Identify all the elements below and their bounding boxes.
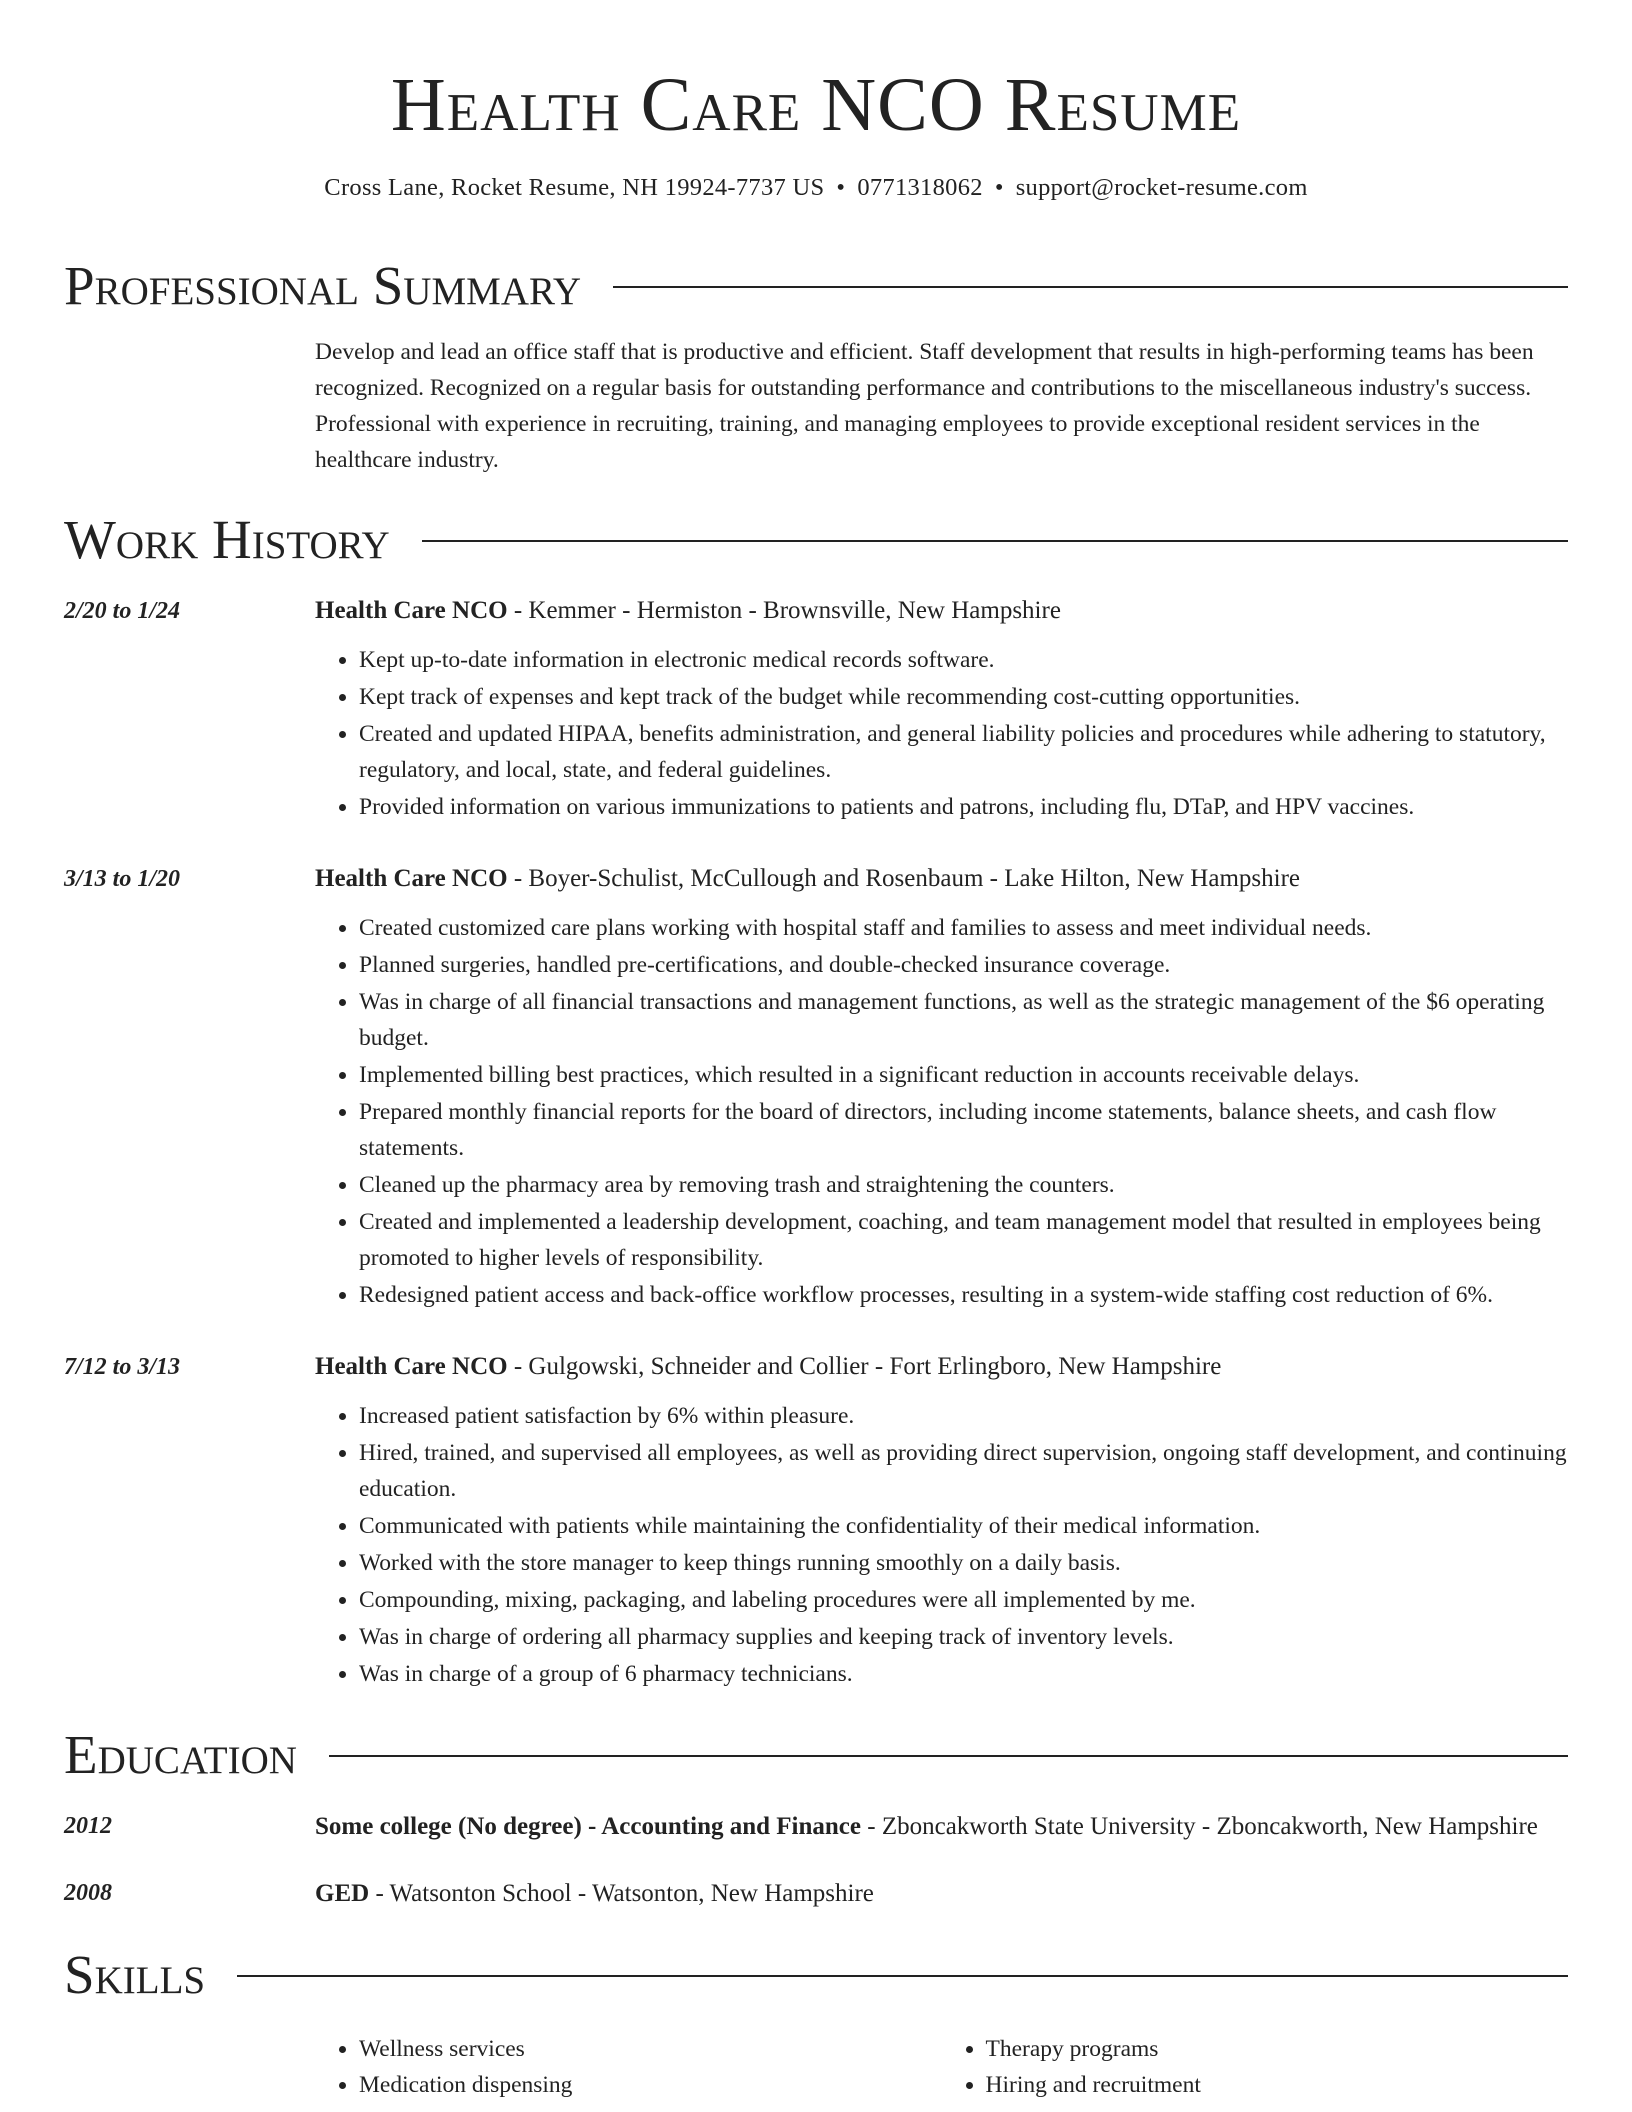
job-entry [64,1348,1568,1693]
job-dates: 7/12 to 3/13 [64,1354,181,1380]
section-divider [329,1755,1568,1757]
education-line [315,1874,1568,1913]
job-entry [64,860,1568,1314]
list-item: • Wellness services [359,2031,942,2067]
list-item: • Cleaned up the pharmacy area by removing trash and straightening the counters. [359,1167,1568,1203]
separator: • [836,174,846,201]
list-item: • Hired, trained, and supervised all employees, as well as providing direct supervision, ongoing staff development, and continuing education. [359,1435,1568,1507]
list-item: • Medication dispensing [359,2067,942,2103]
list-item: • Hiring and recruitment [986,2067,1569,2103]
skills-columns [315,2019,1568,2103]
job-dates: 3/13 to 1/20 [64,866,181,892]
list-item: • Created and implemented a leadership development, coaching, and team management model that resulted in employees being promoted to higher levels of responsibility. [359,1204,1568,1276]
section-header-work-history [64,506,1568,574]
contact-line [64,170,1568,206]
section-title: Professional Summary [64,255,582,316]
section-title: Education [64,1724,297,1785]
separator: • [994,174,1004,201]
address: Cross Lane, Rocket Resume, NH 19924-7737 US [324,174,825,201]
education-body [315,1807,1568,1846]
skills-list-left [315,2031,942,2103]
job-title-line [315,1348,1568,1386]
job-bullets [315,1398,1568,1692]
section-title: Skills [64,1944,206,2005]
list-item: • Kept track of expenses and kept track of the budget while recommending cost-cutting opportunities. [359,679,1568,715]
section-divider [613,286,1568,288]
section-header-education [64,1721,1568,1789]
section-title: Work History [64,509,390,570]
list-item: • Implemented billing best practices, which resulted in a significant reduction in accounts receivable delays. [359,1057,1568,1093]
email-link[interactable]: support@rocket-resume.com [1015,174,1308,201]
job-dates: 2/20 to 1/24 [64,598,181,624]
section-divider [422,540,1568,542]
job-body [315,860,1568,1314]
education-entry [64,1807,1568,1846]
section-header-skills [64,1941,1568,2009]
summary-text: Develop and lead an office staff that is productive and efficient. Staff development that results in high-performing teams has been recognized. Recognized on a regular basis for outstanding performance and contributions to the miscellaneous industry's success. Professional with experience in recruiting, training, and managing employees to provide exceptional resident services in the healthcare industry. [315,339,1534,473]
resume-title: Health Care NCO Resume [390,63,1242,147]
education-details: - Zboncakworth State University - Zboncakworth, New Hampshire [861,1813,1538,1840]
list-item: • Was in charge of a group of 6 pharmacy technicians. [359,1656,1568,1692]
job-details: - Gulgowski, Schneider and Collier - Fort Erlingboro, New Hampshire [507,1353,1222,1380]
list-item: • Compounding, mixing, packaging, and labeling procedures were all implemented by me. [359,1582,1568,1618]
list-item: • Increased patient satisfaction by 6% within pleasure. [359,1398,1568,1434]
resume-page [64,0,1568,2103]
job-entry [64,592,1568,826]
section-divider [237,1975,1568,1977]
job-bullets [315,910,1568,1313]
education-line [315,1807,1568,1846]
list-item: • Was in charge of all financial transactions and management functions, as well as the strategic management of the $6 operating budget. [359,984,1568,1056]
job-title: Health Care NCO [315,1353,508,1380]
job-title-line [315,860,1568,898]
skills-list-right [942,2031,1569,2103]
list-item: • Was in charge of ordering all pharmacy supplies and keeping track of inventory levels. [359,1619,1568,1655]
job-title-line [315,592,1568,630]
list-item: • Planned surgeries, handled pre-certifications, and double-checked insurance coverage. [359,947,1568,983]
job-title: Health Care NCO [315,597,508,624]
job-body [315,592,1568,826]
job-details: - Boyer-Schulist, McCullough and Rosenbaum - Lake Hilton, New Hampshire [507,865,1300,892]
list-item: • Created customized care plans working with hospital staff and families to assess and meet individual needs. [359,910,1568,946]
list-item: • Provided information on various immunizations to patients and patrons, including flu, DTaP, and HPV vaccines. [359,789,1568,825]
list-item: • Therapy programs [986,2031,1569,2067]
education-entry [64,1874,1568,1913]
education-year: 2008 [64,1880,112,1906]
job-body [315,1348,1568,1693]
list-item: • Worked with the store manager to keep things running smoothly on a daily basis. [359,1545,1568,1581]
list-item: • Created and updated HIPAA, benefits administration, and general liability policies and procedures while adhering to statutory, regulatory, and local, state, and federal guidelines. [359,716,1568,788]
list-item: • Communicated with patients while maintaining the confidentiality of their medical information. [359,1508,1568,1544]
job-details: - Kemmer - Hermiston - Brownsville, New Hampshire [507,597,1061,624]
education-degree: GED [315,1880,370,1907]
job-bullets [315,642,1568,825]
list-item: • Kept up-to-date information in electronic medical records software. [359,642,1568,678]
phone: 0771318062 [857,174,983,201]
education-degree: Some college (No degree) - Accounting and Finance [315,1813,861,1840]
list-item: • Redesigned patient access and back-office workflow processes, resulting in a system-wide staffing cost reduction of 6%. [359,1277,1568,1313]
education-year: 2012 [64,1813,112,1839]
list-item: • Prepared monthly financial reports for the board of directors, including income statements, balance sheets, and cash flow statements. [359,1094,1568,1166]
job-title: Health Care NCO [315,865,508,892]
section-header-summary [64,252,1568,320]
education-body [315,1874,1568,1913]
education-details: - Watsonton School - Watsonton, New Hampshire [369,1880,874,1907]
